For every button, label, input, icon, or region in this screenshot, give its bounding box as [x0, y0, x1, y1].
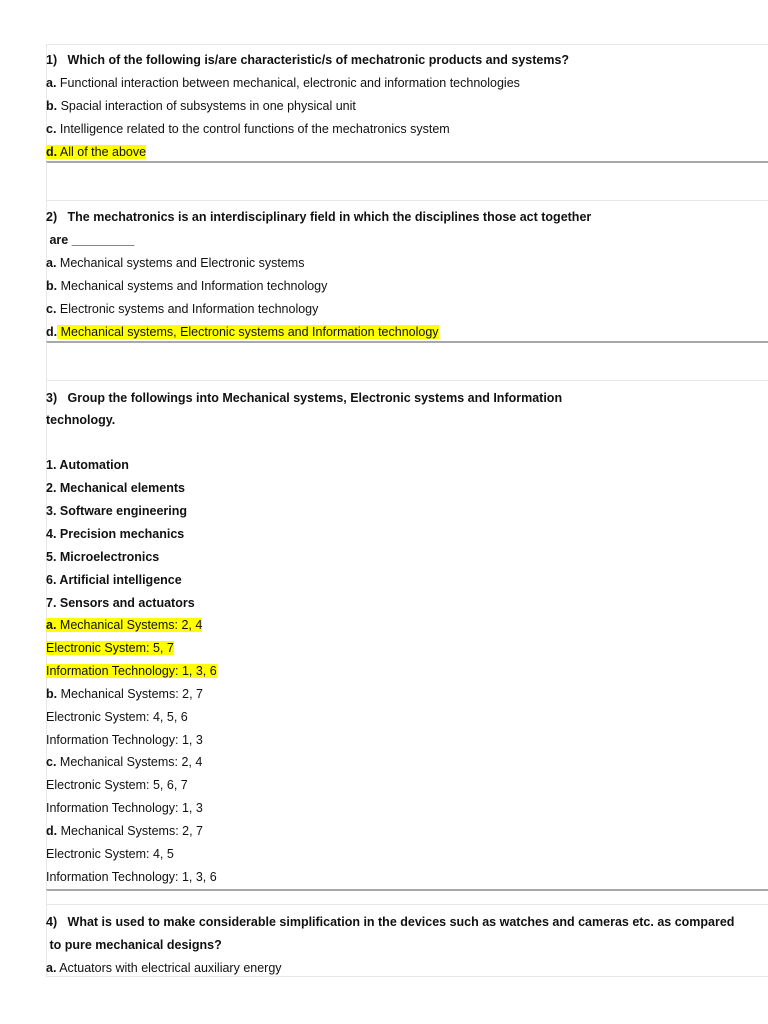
- q4-option-a: [46, 960, 282, 976]
- q2-option-d-correct: [46, 324, 439, 340]
- option-text: Mechanical systems and Information technology: [57, 279, 328, 293]
- option-letter: d.: [46, 824, 58, 838]
- question-2-text: 2) The mechatronics is an interdisciplinary field in which the disciplines those act together: [46, 210, 592, 224]
- cell-border: [46, 162, 47, 200]
- q3-option-b-line3: Information Technology: 1, 3: [46, 733, 203, 747]
- divider: [46, 200, 768, 201]
- question-1-text: 1) Which of the following is/are characteristic/s of mechatronic products and systems?: [46, 53, 570, 67]
- cell-border: [46, 342, 47, 380]
- option-letter: a.: [46, 961, 57, 975]
- q3-item: 3. Software engineering: [46, 504, 188, 518]
- option-text: Electronic System: 5, 7: [46, 641, 174, 655]
- option-text: All of the above: [57, 145, 147, 159]
- q3-option-c-line2: Electronic System: 5, 6, 7: [46, 778, 188, 792]
- option-text: Electronic systems and Information technology: [56, 302, 319, 316]
- option-letter: a.: [46, 256, 57, 270]
- q3-item: 6. Artificial intelligence: [46, 573, 182, 587]
- option-text: Mechanical systems, Electronic systems and Information technology: [57, 325, 439, 339]
- divider: [46, 976, 768, 977]
- option-text: Actuators with electrical auxiliary energy: [56, 961, 282, 975]
- option-text: Spacial interaction of subsystems in one physical unit: [57, 99, 356, 113]
- q3-option-d: [46, 823, 203, 839]
- question-3-text-cont: technology.: [46, 413, 116, 427]
- q3-option-c: [46, 754, 202, 770]
- cell-border: [46, 890, 47, 904]
- divider: [46, 380, 768, 381]
- option-text: Mechanical systems and Electronic systems: [56, 256, 305, 270]
- q1-option-b: [46, 98, 356, 114]
- option-letter: d.: [46, 325, 58, 339]
- option-text: Mechanical Systems: 2, 4: [56, 755, 203, 769]
- question-4-text: 4) What is used to make considerable simplification in the devices such as watches and cameras etc. as compared: [46, 915, 735, 929]
- q3-option-a-line3: [46, 663, 217, 679]
- option-text: Mechanical Systems: 2, 7: [57, 824, 204, 838]
- q3-option-a-line2: [46, 640, 174, 656]
- q3-option-d-line2: Electronic System: 4, 5: [46, 847, 174, 861]
- q3-item: 5. Microelectronics: [46, 550, 160, 564]
- question-separator: [46, 161, 768, 163]
- question-2-text-cont: are _________: [46, 233, 135, 247]
- option-letter: c.: [46, 302, 57, 316]
- option-letter: a.: [46, 76, 57, 90]
- q1-option-a: [46, 75, 520, 91]
- q2-option-a: [46, 255, 304, 271]
- q3-item: 4. Precision mechanics: [46, 527, 185, 541]
- q2-option-b: [46, 278, 327, 294]
- option-letter: c.: [46, 755, 57, 769]
- q3-option-b: [46, 686, 203, 702]
- question-4-text-cont: to pure mechanical designs?: [46, 938, 222, 952]
- q2-option-c: [46, 301, 318, 317]
- option-text: Functional interaction between mechanical, electronic and information technologies: [56, 76, 520, 90]
- option-letter: b.: [46, 279, 58, 293]
- q3-item: 2. Mechanical elements: [46, 481, 185, 495]
- q3-option-b-line2: Electronic System: 4, 5, 6: [46, 710, 188, 724]
- option-text: Mechanical Systems: 2, 7: [57, 687, 204, 701]
- q1-option-d-correct: [46, 144, 146, 160]
- q3-item: 7. Sensors and actuators: [46, 596, 195, 610]
- option-text: Information Technology: 1, 3, 6: [46, 664, 217, 678]
- q1-option-c: [46, 121, 450, 137]
- option-text: Intelligence related to the control functions of the mechatronics system: [56, 122, 450, 136]
- divider: [46, 44, 768, 45]
- option-letter: d.: [46, 145, 58, 159]
- option-letter: a.: [46, 618, 57, 632]
- option-letter: c.: [46, 122, 57, 136]
- q3-option-a-correct: [46, 617, 202, 633]
- option-letter: b.: [46, 687, 58, 701]
- divider: [46, 904, 768, 905]
- question-separator: [46, 889, 768, 891]
- option-letter: b.: [46, 99, 58, 113]
- q3-option-c-line3: Information Technology: 1, 3: [46, 801, 203, 815]
- question-3-text: 3) Group the followings into Mechanical systems, Electronic systems and Information: [46, 391, 563, 405]
- option-text: Mechanical Systems: 2, 4: [56, 618, 203, 632]
- q3-option-d-line3: Information Technology: 1, 3, 6: [46, 870, 217, 884]
- question-separator: [46, 341, 768, 343]
- q3-item: 1. Automation: [46, 458, 129, 472]
